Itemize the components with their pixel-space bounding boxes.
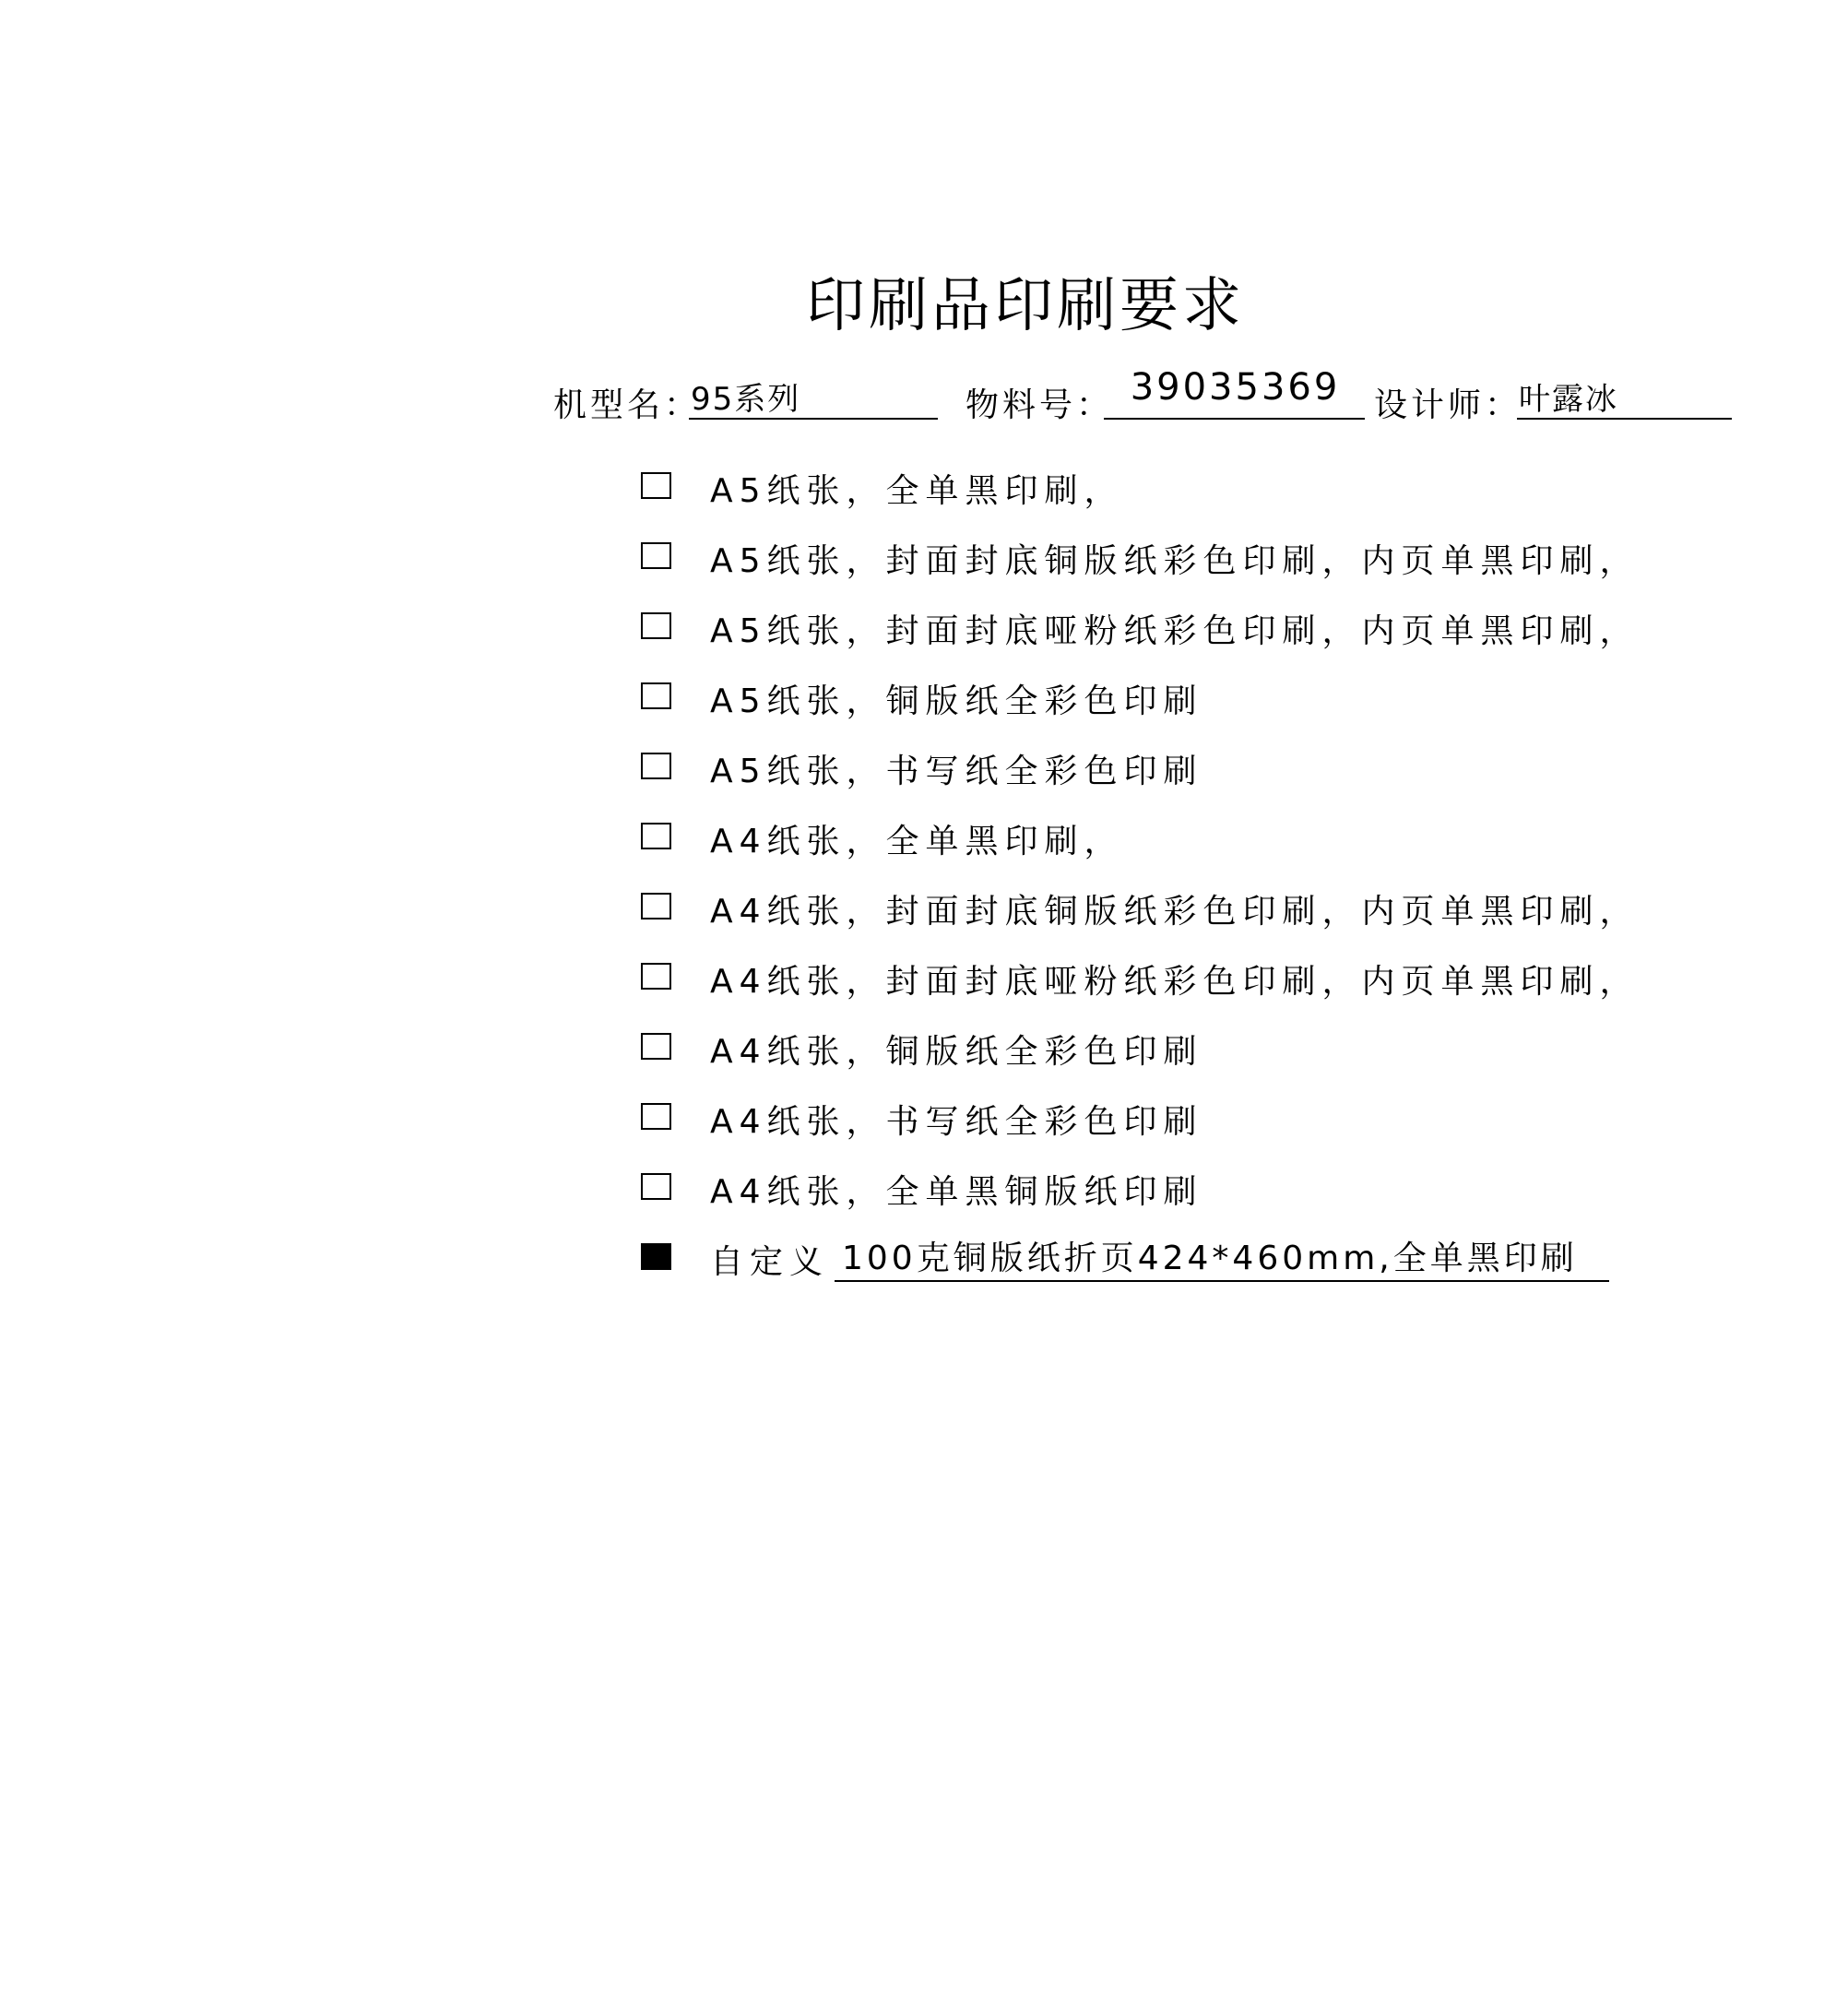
material-field[interactable]: 39035369 xyxy=(1104,366,1365,420)
option-item[interactable] xyxy=(641,461,1747,516)
designer-field[interactable]: 叶露冰 xyxy=(1517,374,1732,420)
option-item[interactable] xyxy=(641,1162,1747,1217)
checkbox-checked[interactable] xyxy=(641,1243,671,1270)
option-label: A4纸张，书写纸全彩色印刷 xyxy=(710,1103,1203,1141)
option-item[interactable] xyxy=(641,531,1747,587)
option-item[interactable] xyxy=(641,882,1747,937)
option-label: A5纸张，书写纸全彩色印刷 xyxy=(710,753,1203,790)
option-label: A5纸张，全单黑印刷， xyxy=(710,472,1124,510)
model-label: 机型名： xyxy=(553,386,702,424)
option-item[interactable] xyxy=(641,1022,1747,1077)
checkbox[interactable] xyxy=(641,1103,671,1130)
checkbox[interactable] xyxy=(641,682,671,709)
custom-field[interactable]: 100克铜版纸折页424*460mm,全单黑印刷 xyxy=(835,1232,1609,1282)
option-item[interactable] xyxy=(641,812,1747,867)
option-label: A5纸张，封面封底哑粉纸彩色印刷，内页单黑印刷， xyxy=(710,612,1640,650)
option-label: A4纸张，封面封底哑粉纸彩色印刷，内页单黑印刷， xyxy=(710,963,1640,1001)
option-item[interactable] xyxy=(641,952,1747,1007)
option-label: A4纸张，铜版纸全彩色印刷 xyxy=(710,1033,1203,1071)
option-label: A4纸张，全单黑印刷， xyxy=(710,823,1124,860)
option-label: A4纸张，封面封底铜版纸彩色印刷，内页单黑印刷， xyxy=(710,893,1640,931)
option-item[interactable] xyxy=(641,741,1747,797)
model-field[interactable]: 95系列 xyxy=(689,374,938,420)
checkbox[interactable] xyxy=(641,753,671,779)
checkbox[interactable] xyxy=(641,823,671,849)
checkbox[interactable] xyxy=(641,963,671,990)
designer-label: 设计师： xyxy=(1374,386,1522,424)
option-label: A4纸张，全单黑铜版纸印刷 xyxy=(710,1173,1203,1211)
option-label: A5纸张，封面封底铜版纸彩色印刷，内页单黑印刷， xyxy=(710,542,1640,580)
checkbox[interactable] xyxy=(641,542,671,569)
checkbox[interactable] xyxy=(641,612,671,639)
material-label: 物料号： xyxy=(965,386,1114,424)
option-item[interactable] xyxy=(641,671,1747,727)
custom-label: 自定义 xyxy=(710,1243,830,1281)
checkbox[interactable] xyxy=(641,1033,671,1060)
option-label: A5纸张，铜版纸全彩色印刷 xyxy=(710,682,1203,720)
checkbox[interactable] xyxy=(641,472,671,499)
option-item[interactable] xyxy=(641,1092,1747,1147)
custom-option[interactable] xyxy=(641,1232,1747,1287)
checkbox[interactable] xyxy=(641,893,671,919)
option-item[interactable] xyxy=(641,601,1747,657)
checkbox[interactable] xyxy=(641,1173,671,1200)
page-title: 印刷品印刷要求 xyxy=(806,272,1245,340)
